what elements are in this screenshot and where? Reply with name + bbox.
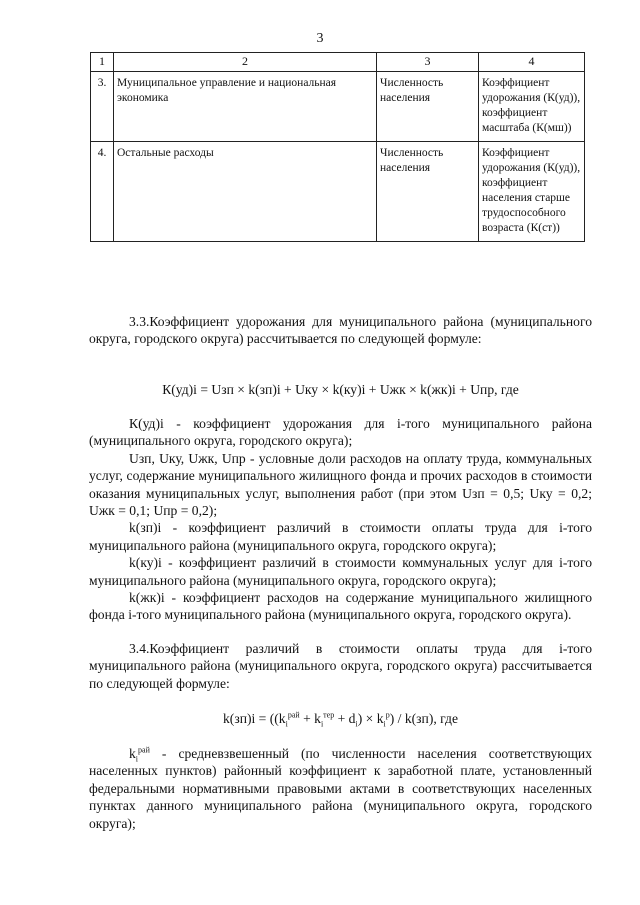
row-indicator: Численность населения bbox=[377, 141, 479, 241]
formula-kzp-text: $k(зп)i = ((k_i^{рай} + k_i^{тер} + d_i) \times k_i^р) / k(зп)$, где bbox=[223, 710, 458, 729]
row-expense-name: Остальные расходы bbox=[114, 141, 377, 241]
definition-shares: Uзп, Uку, Uжк, Uпр - условные доли расходов на оплату труда, коммунальных услуг, содержание муниципального жилищного фонда и прочих расходов в стоимости оказания муниципальных услуг, выполнения работ (при этом Uзп = 0,5; Uку = 0,2; Uжк = 0,1; Uпр = 0,2); bbox=[89, 450, 592, 519]
table-header-cell: 3 bbox=[377, 53, 479, 72]
formula-kud-text: К(уд)i = Uзп × k(зп)i + Uку × k(ку)i + Uжк × k(жк)i + Uпр, где bbox=[162, 382, 519, 397]
row-indicator: Численность населения bbox=[377, 71, 479, 141]
formula-kud bbox=[89, 381, 592, 398]
definition-kzhk: k(жк)i - коэффициент расходов на содержание муниципального жилищного фонда i-того муниципального района (муниципального округа, городского округа). bbox=[89, 590, 592, 623]
row-coefficients: Коэффициент удорожания (К(уд)), коэффициент населения старше трудоспособного возраста (К(ст)) bbox=[479, 141, 585, 241]
paragraph-3-4-intro: 3.4.Коэффициент различий в стоимости оплаты труда для i-того муниципального района (муниципального округа, городского округа) рассчитывается по следующей формуле: bbox=[89, 641, 592, 691]
definition-kku: k(ку)i - коэффициент различий в стоимости коммунальных услуг для i-того муниципального района (муниципального округа, городского округа); bbox=[89, 555, 592, 588]
formula-kzp bbox=[89, 710, 592, 727]
definition-krai: $k_i^{рай}$ - средневзвешенный (по численности населения соответствующих населенных пунктов) районный коэффициент к заработной плате, установленный федеральными нормативными правовыми актами в соответствующих населенных пунктах данного муниципального района (муниципального округа, городского округа); bbox=[89, 745, 592, 831]
table-header-cell: 4 bbox=[479, 53, 585, 72]
section-3-4 bbox=[89, 640, 592, 692]
definitions-block bbox=[89, 415, 592, 624]
row-number: 4. bbox=[91, 141, 114, 241]
row-coefficients: Коэффициент удорожания (К(уд)), коэффициент масштаба (К(мш)) bbox=[479, 71, 585, 141]
definition-kud: К(уд)i - коэффициент удорожания для i-того муниципального района (муниципального округа, городского округа); bbox=[89, 416, 592, 449]
page-number: 3 bbox=[316, 31, 324, 46]
expense-table bbox=[90, 52, 585, 242]
table-header-cell: 2 bbox=[114, 53, 377, 72]
table-row bbox=[91, 141, 585, 241]
table-header-row bbox=[91, 53, 585, 72]
definition-kzp: k(зп)i - коэффициент различий в стоимости оплаты труда для i-того муниципального района (муниципального округа, городского округа); bbox=[89, 520, 592, 553]
definition-krai-block bbox=[89, 745, 592, 832]
table-header-cell: 1 bbox=[91, 53, 114, 72]
section-3-3 bbox=[89, 313, 592, 348]
row-number: 3. bbox=[91, 71, 114, 141]
table-row bbox=[91, 71, 585, 141]
row-expense-name: Муниципальное управление и национальная экономика bbox=[114, 71, 377, 141]
paragraph-3-3-intro: 3.3.Коэффициент удорожания для муниципального района (муниципального округа, городского округа) рассчитывается по следующей формуле: bbox=[89, 314, 592, 347]
